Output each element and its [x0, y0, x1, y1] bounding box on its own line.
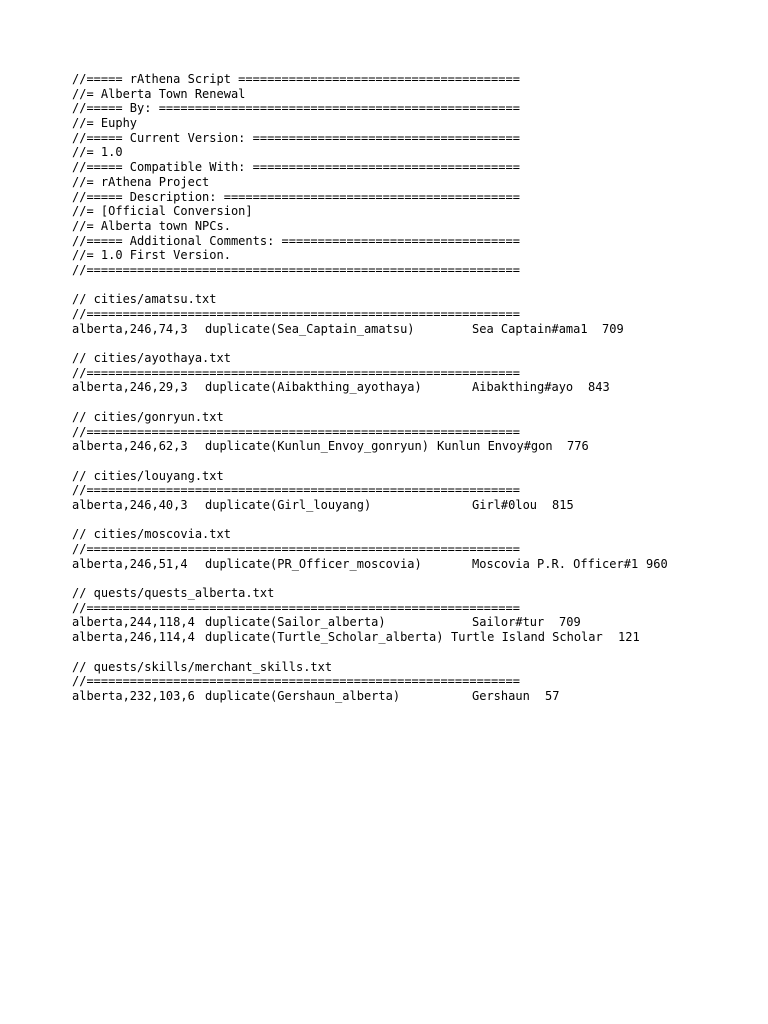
section-separator: //============================================================	[72, 307, 520, 321]
section-file-comment: // cities/moscovia.txt	[72, 527, 231, 542]
npc-name: Sea Captain#ama1	[472, 321, 588, 336]
npc-entry	[72, 322, 712, 337]
header-block	[72, 72, 712, 278]
header-line: //= 1.0 First Version.	[72, 248, 231, 263]
npc-sections	[72, 278, 712, 704]
script-document	[72, 72, 712, 704]
section-block	[72, 292, 712, 336]
header-line: //===== Compatible With: =====================================	[72, 160, 520, 175]
header-line: //============================================================	[72, 262, 520, 277]
header-line: //===== Description: =========================================	[72, 189, 520, 204]
npc-entry	[72, 557, 712, 572]
section-block	[72, 660, 712, 704]
npc-position: alberta,246,62,3	[72, 439, 188, 454]
header-line: //= Euphy	[72, 116, 138, 131]
npc-position: alberta,246,40,3	[72, 497, 188, 512]
header-line: //===== By: ==================================================	[72, 101, 520, 116]
section-block	[72, 469, 712, 513]
npc-position: alberta,246,29,3	[72, 380, 188, 395]
section-file-comment: // cities/louyang.txt	[72, 468, 224, 483]
header-line: //===== Additional Comments: =================================	[72, 233, 520, 248]
npc-position: alberta,246,74,3	[72, 321, 188, 336]
blank-line	[72, 278, 712, 293]
section-file-comment: // cities/amatsu.txt	[72, 292, 217, 307]
header-line: //= rAthena Project	[72, 174, 210, 189]
npc-name: Aibakthing#ayo	[472, 380, 574, 395]
section-file-comment: // quests/skills/merchant_skills.txt	[72, 659, 333, 674]
npc-name: Kunlun Envoy#gon	[437, 439, 553, 454]
blank-line	[72, 513, 712, 528]
npc-entry	[72, 498, 712, 513]
npc-sprite-id: 57	[545, 688, 560, 703]
npc-name: Moscovia P.R. Officer#1	[472, 556, 639, 571]
npc-name: Girl#0lou	[472, 497, 538, 512]
npc-name: Sailor#tur	[472, 615, 545, 630]
npc-entry	[72, 615, 712, 630]
section-separator: //============================================================	[72, 483, 520, 498]
blank-line	[72, 571, 712, 586]
npc-sprite-id: 843	[588, 380, 610, 395]
section-block	[72, 351, 712, 395]
header-line: //===== Current Version: =====================================	[72, 130, 520, 145]
section-block	[72, 527, 712, 571]
header-line: //= [Official Conversion]	[72, 204, 253, 219]
npc-sprite-id: 815	[552, 497, 574, 512]
section-file-comment: // cities/ayothaya.txt	[72, 351, 231, 366]
npc-sprite-id: 709	[602, 321, 624, 336]
npc-duplicate-call: duplicate(Girl_louyang)	[205, 497, 372, 512]
npc-sprite-id: 960	[646, 556, 668, 571]
npc-entry	[72, 439, 712, 454]
header-line: //===== rAthena Script =======================================	[72, 72, 520, 86]
npc-position: alberta,246,51,4	[72, 556, 188, 571]
npc-duplicate-call: duplicate(Gershaun_alberta)	[205, 688, 401, 703]
npc-sprite-id: 709	[559, 615, 581, 630]
npc-position: alberta,246,114,4	[72, 630, 195, 645]
npc-sprite-id: 121	[618, 630, 640, 645]
section-separator: //============================================================	[72, 424, 520, 439]
section-file-comment: // quests/quests_alberta.txt	[72, 586, 275, 601]
section-block	[72, 410, 712, 454]
npc-duplicate-call: duplicate(Sailor_alberta)	[205, 615, 386, 630]
npc-position: alberta,244,118,4	[72, 615, 195, 630]
npc-sprite-id: 776	[567, 439, 589, 454]
header-line: //= Alberta town NPCs.	[72, 218, 231, 233]
section-file-comment: // cities/gonryun.txt	[72, 409, 224, 424]
npc-entry	[72, 380, 712, 395]
blank-line	[72, 395, 712, 410]
npc-duplicate-call: duplicate(Turtle_Scholar_alberta)	[205, 630, 444, 645]
section-separator: //============================================================	[72, 600, 520, 615]
header-line: //= Alberta Town Renewal	[72, 86, 246, 101]
section-separator: //============================================================	[72, 542, 520, 556]
npc-duplicate-call: duplicate(Kunlun_Envoy_gonryun)	[205, 439, 429, 454]
npc-entry	[72, 630, 712, 645]
blank-line	[72, 645, 712, 660]
section-separator: //============================================================	[72, 365, 520, 380]
npc-name: Turtle Island Scholar	[451, 630, 603, 645]
npc-position: alberta,232,103,6	[72, 688, 195, 703]
blank-line	[72, 454, 712, 469]
npc-name: Gershaun	[472, 688, 530, 703]
npc-duplicate-call: duplicate(PR_Officer_moscovia)	[205, 556, 422, 571]
npc-duplicate-call: duplicate(Sea_Captain_amatsu)	[205, 321, 415, 336]
section-separator: //============================================================	[72, 674, 520, 689]
npc-duplicate-call: duplicate(Aibakthing_ayothaya)	[205, 380, 422, 395]
section-block	[72, 586, 712, 645]
header-line: //= 1.0	[72, 145, 123, 160]
npc-entry	[72, 689, 712, 704]
blank-line	[72, 336, 712, 351]
